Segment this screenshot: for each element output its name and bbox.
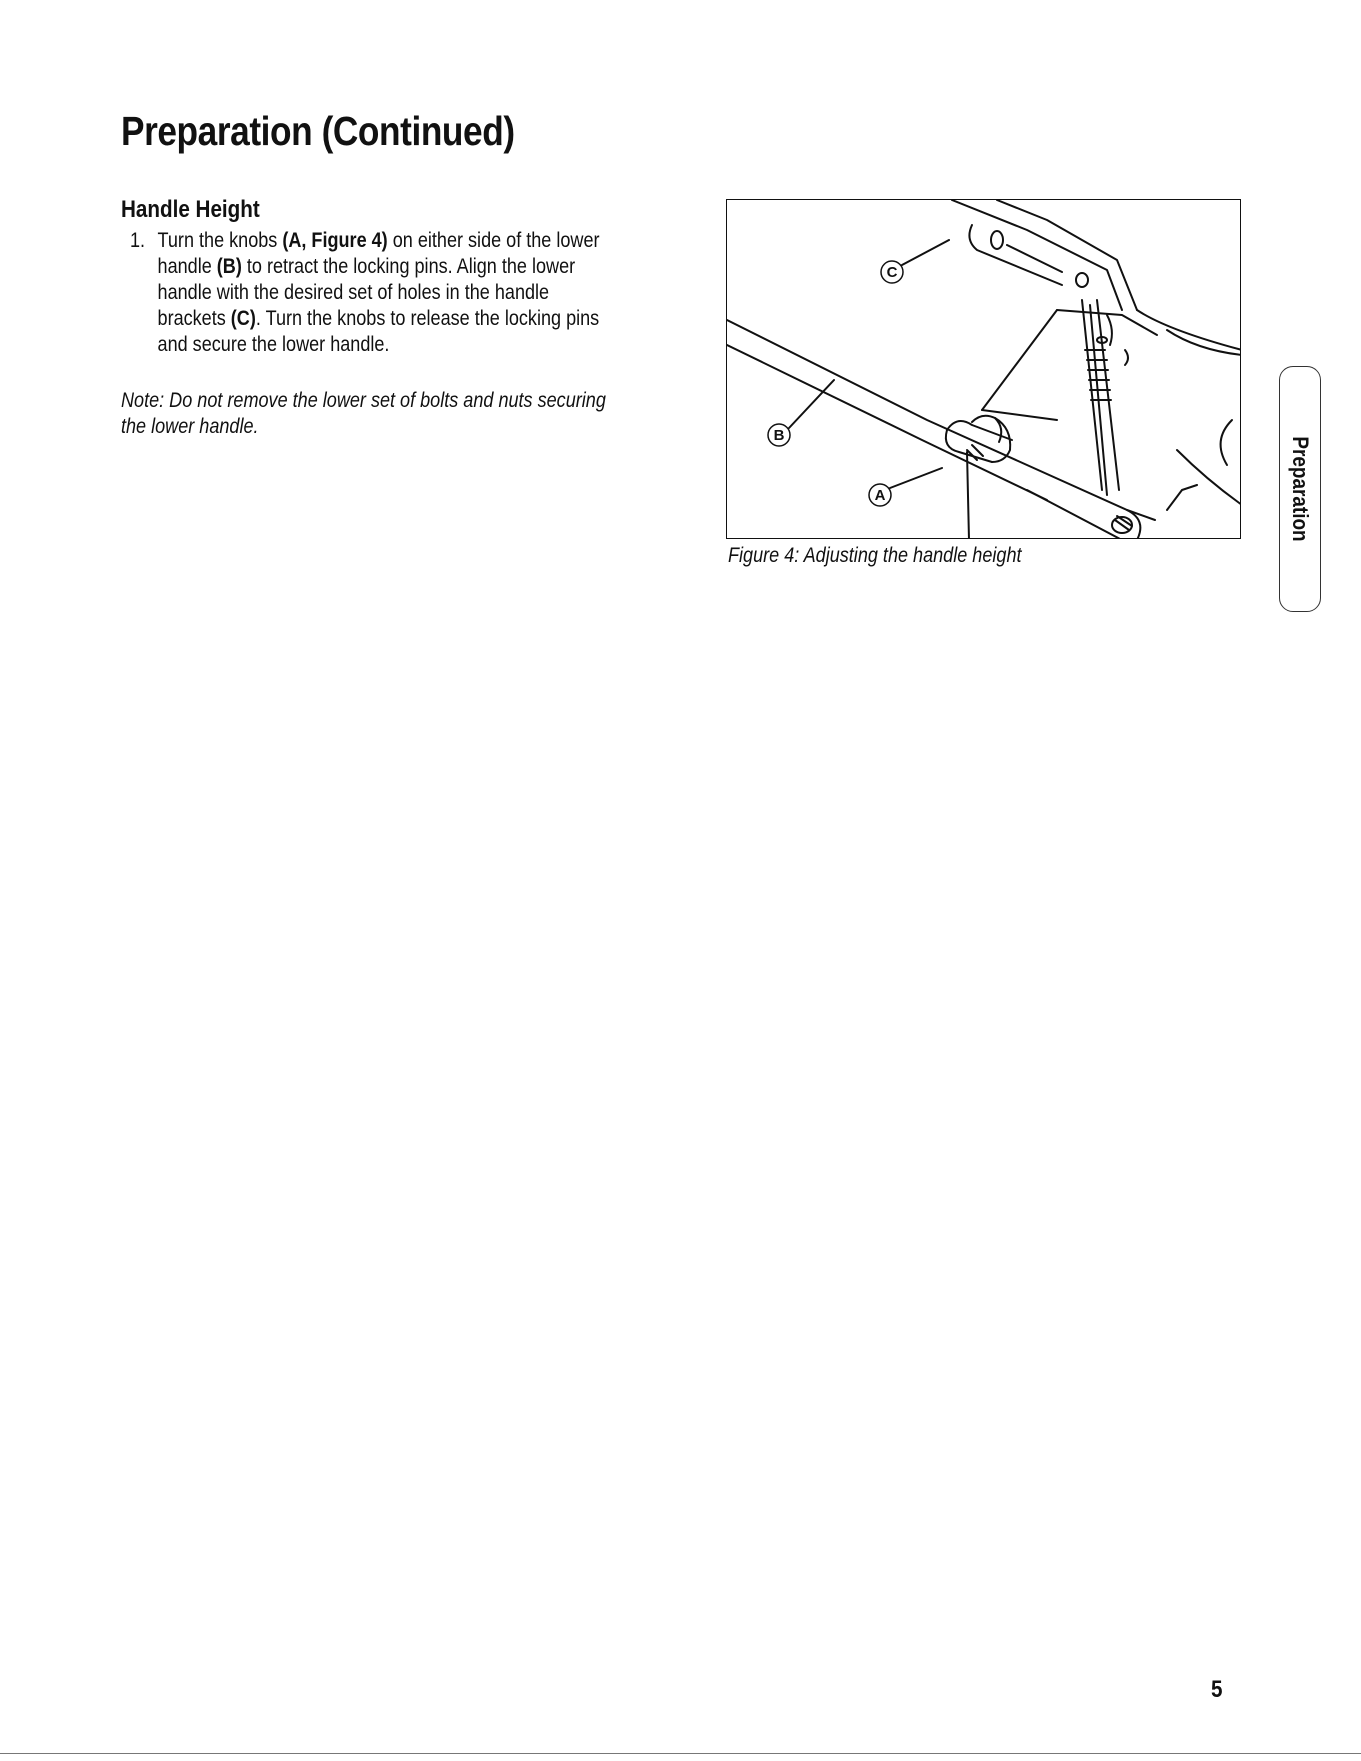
figure-handle-height xyxy=(726,199,1241,539)
note-line: Note: Do not remove the lower set of bolts and nuts securing xyxy=(121,389,606,412)
instruction-step xyxy=(130,228,646,358)
callout-a: A xyxy=(874,487,886,504)
step-line: Turn the knobs (A, Figure 4) on either side of the lower xyxy=(157,229,600,252)
figure-caption: Figure 4: Adjusting the handle height xyxy=(728,544,1022,567)
step-number: 1. xyxy=(130,229,146,252)
callout-c: C xyxy=(886,264,898,281)
bottom-rule xyxy=(0,1753,1361,1754)
side-tab-label: Preparation xyxy=(1288,436,1313,542)
section-side-tab xyxy=(1279,366,1321,612)
page-title: Preparation (Continued) xyxy=(121,108,515,154)
step-line: handle (B) to retract the locking pins. Align the lower xyxy=(157,255,576,278)
callout-b: B xyxy=(773,427,785,444)
section-heading: Handle Height xyxy=(121,196,260,223)
handle-illustration xyxy=(727,200,1241,539)
step-line: brackets (C). Turn the knobs to release the locking pins xyxy=(157,307,600,330)
step-line: handle with the desired set of holes in the handle xyxy=(157,281,550,304)
note-line: the lower handle. xyxy=(121,415,259,438)
page-number: 5 xyxy=(1211,1676,1223,1703)
note xyxy=(121,388,671,440)
step-line: and secure the lower handle. xyxy=(157,333,390,356)
